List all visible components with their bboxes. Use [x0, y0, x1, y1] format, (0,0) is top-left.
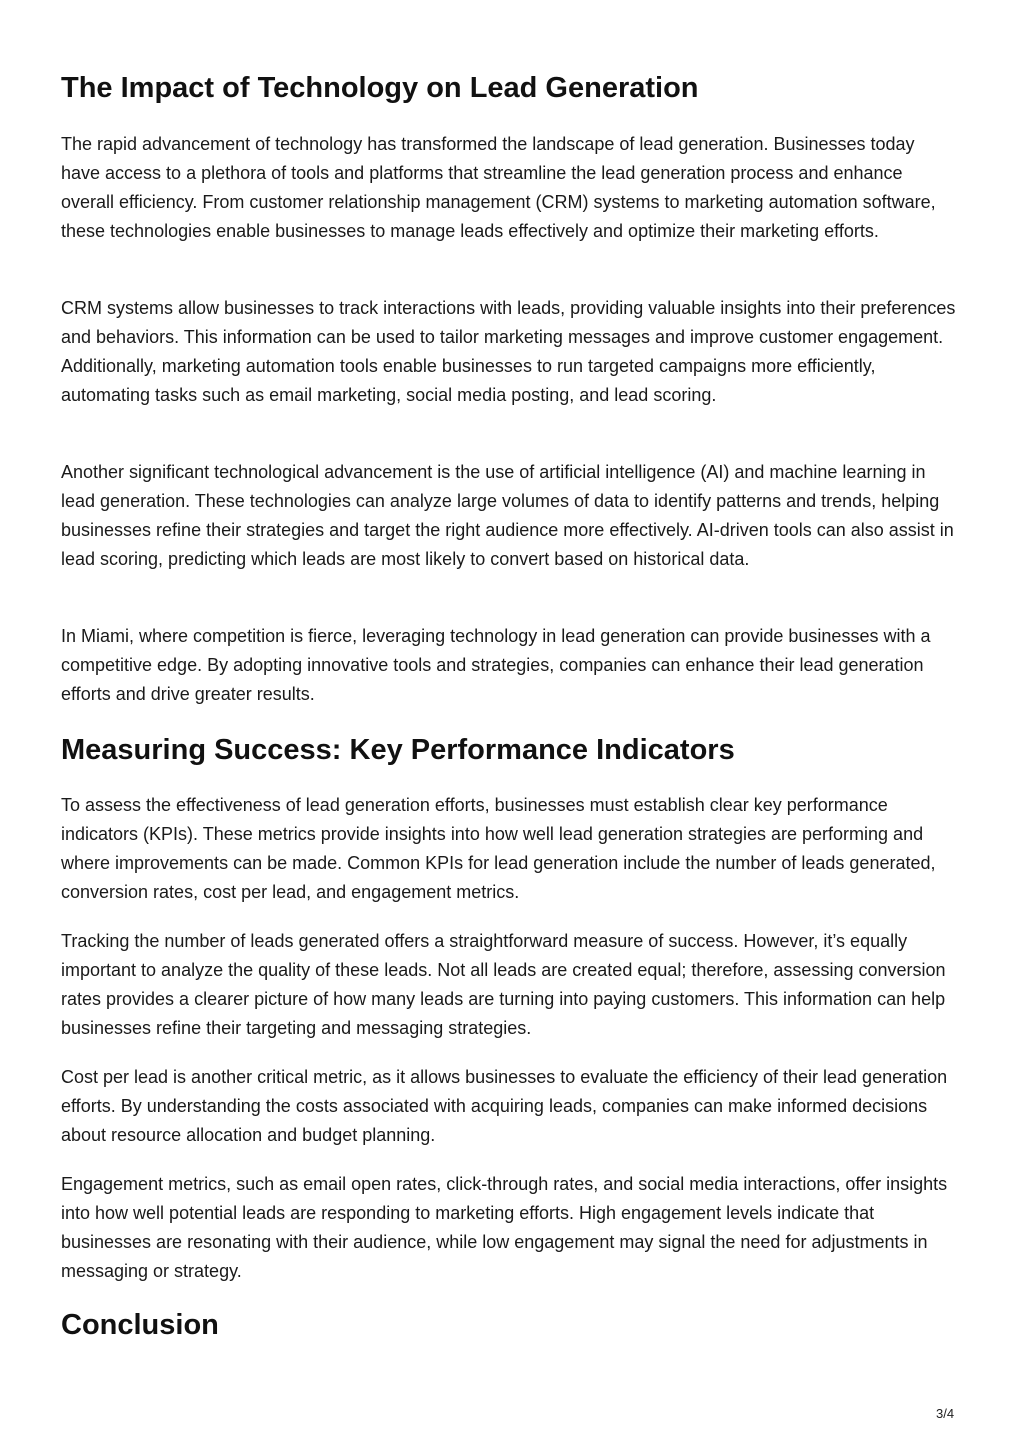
paragraph-kpis-3: Cost per lead is another critical metric, as it allows businesses to evaluate the efficiency of their lead generation efforts. By understanding the costs associated with acquiring leads, companies can make informed decisions about resource allocation and budget planning.	[61, 1067, 948, 1145]
page-number: 3/4	[936, 1406, 955, 1421]
paragraph-technology-1: The rapid advancement of technology has transformed the landscape of lead generation. Businesses today have access to a plethora of tools and platforms that streamline the lead generation process and enhance overall efficiency. From customer relationship management (CRM) systems to marketing automation software, these technologies enable businesses to manage leads effectively and optimize their marketing efforts.	[61, 134, 936, 241]
paragraph-kpis-4: Engagement metrics, such as email open rates, click-through rates, and social media interactions, offer insights into how well potential leads are responding to marketing efforts. High engagement levels indicate that businesses are resonating with their audience, while low engagement may signal the need for adjustments in messaging or strategy.	[61, 1174, 948, 1281]
paragraph-technology-2: CRM systems allow businesses to track interactions with leads, providing valuable insights into their preferences and behaviors. This information can be used to tailor marketing messages and improve customer engagement. Additionally, marketing automation tools enable businesses to run targeted campaigns more efficiently, automating tasks such as email marketing, social media posting, and lead scoring.	[61, 298, 956, 405]
section-heading-conclusion: Conclusion	[61, 1309, 219, 1341]
section-heading-technology: The Impact of Technology on Lead Generation	[61, 72, 699, 104]
paragraph-kpis-1: To assess the effectiveness of lead generation efforts, businesses must establish clear key performance indicators (KPIs). These metrics provide insights into how well lead generation strategies are performing and where improvements can be made. Common KPIs for lead generation include the number of leads generated, conversion rates, cost per lead, and engagement metrics.	[61, 795, 936, 902]
paragraph-technology-4: In Miami, where competition is fierce, leveraging technology in lead generation can provide businesses with a competitive edge. By adopting innovative tools and strategies, companies can enhance their lead generation efforts and drive greater results.	[61, 626, 931, 704]
paragraph-technology-3: Another significant technological advancement is the use of artificial intelligence (AI) and machine learning in lead generation. These technologies can analyze large volumes of data to identify patterns and trends, helping businesses refine their strategies and target the right audience more effectively. AI-driven tools can also assist in lead scoring, predicting which leads are most likely to convert based on historical data.	[61, 462, 954, 569]
section-heading-kpis: Measuring Success: Key Performance Indicators	[61, 734, 735, 766]
paragraph-kpis-2: Tracking the number of leads generated offers a straightforward measure of success. However, it’s equally important to analyze the quality of these leads. Not all leads are created equal; therefore, assessing conversion rates provides a clearer picture of how many leads are turning into paying customers. This information can help businesses refine their targeting and messaging strategies.	[61, 931, 946, 1038]
